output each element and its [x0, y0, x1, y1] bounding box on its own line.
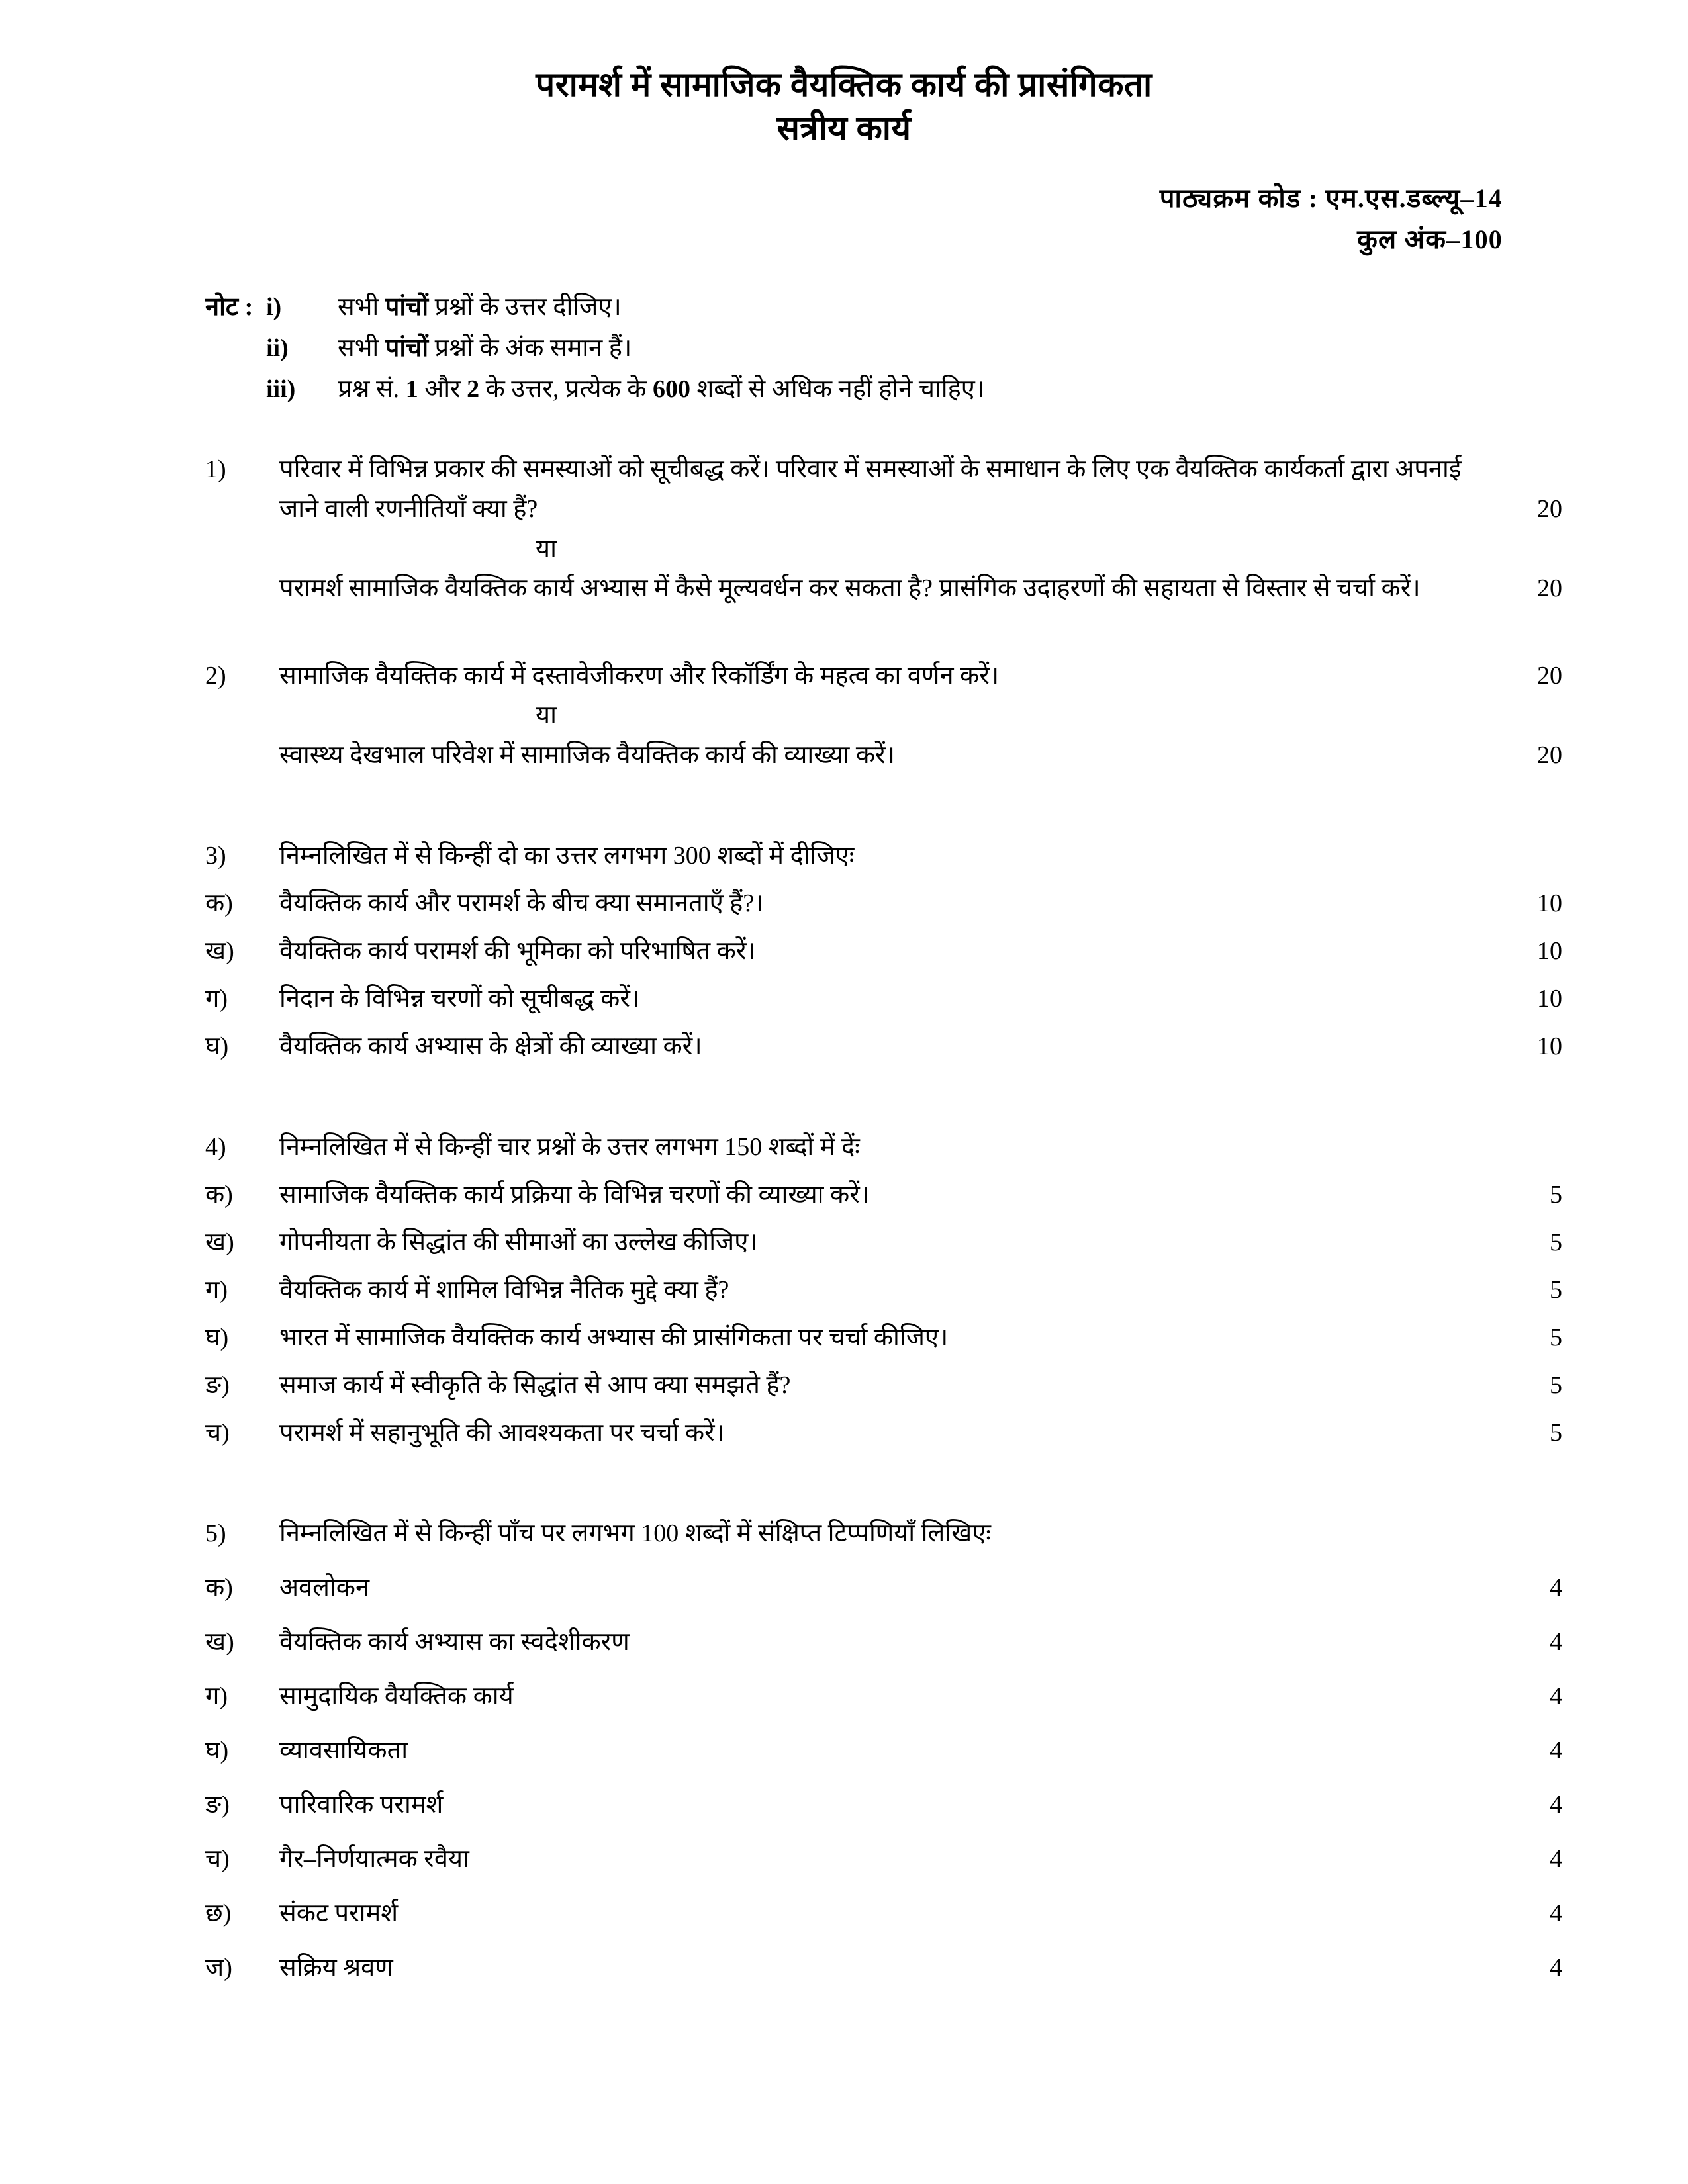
note-text-pre: सभी — [338, 293, 385, 321]
note-text-bold3: 600 — [652, 375, 690, 403]
sub-question-label: घ) — [205, 1737, 229, 1765]
question-marks: 20 — [1537, 494, 1562, 523]
sub-question-row — [205, 1731, 1562, 1770]
sub-question-label: ख) — [205, 1228, 234, 1257]
question-group-3 — [205, 836, 1562, 1066]
sub-question-row — [205, 1365, 1562, 1405]
question-stem: निम्नलिखित में से किन्हीं पाँच पर लगभग 100 शब्दों में संक्षिप्त टिप्पणियाँ लिखिएः — [279, 1520, 991, 1548]
sub-question-marks: 4 — [1550, 1574, 1562, 1602]
sub-question-label: ग) — [205, 1682, 228, 1711]
sub-question-text: अवलोकन — [279, 1574, 370, 1602]
question-alt-marks: 20 — [1537, 574, 1562, 602]
note-text-bold: पांचों — [385, 334, 429, 362]
sub-question-row — [205, 1839, 1562, 1879]
sub-question-row — [205, 1175, 1562, 1214]
sub-question-text: संकट परामर्श — [279, 1899, 399, 1928]
sub-question-marks: 5 — [1550, 1181, 1562, 1208]
question-label: 2) — [205, 661, 226, 690]
note-text — [338, 295, 1688, 320]
sub-question-marks: 4 — [1550, 1791, 1562, 1819]
sub-question-row — [205, 1785, 1562, 1825]
question-stem: निम्नलिखित में से किन्हीं चार प्रश्नों के उत्तर लगभग 150 शब्दों में देंः — [279, 1132, 860, 1161]
sub-question-row — [205, 979, 1562, 1019]
sub-question-text: वैयक्तिक कार्य अभ्यास का स्वदेशीकरण — [279, 1628, 630, 1657]
note-text — [338, 377, 1688, 402]
note-text-end: शब्दों से अधिक नहीं होने चाहिए। — [690, 375, 985, 403]
question-row — [205, 1127, 1562, 1167]
sub-question-marks: 4 — [1550, 1845, 1562, 1874]
or-divider: या — [536, 534, 557, 563]
sub-question-row — [205, 1893, 1562, 1933]
sub-question-label: क) — [205, 1181, 233, 1208]
sub-question-marks: 10 — [1537, 984, 1562, 1013]
question-group-1 — [205, 449, 1562, 608]
sub-question-row — [205, 1948, 1562, 1987]
sub-question-label: ङ) — [205, 1371, 230, 1400]
sub-question-text: वैयक्तिक कार्य अभ्यास के क्षेत्रों की व्याख्या करें। — [279, 1032, 702, 1060]
question-label: 1) — [205, 455, 226, 483]
notes-block — [0, 295, 1688, 402]
sub-question-row — [205, 931, 1562, 971]
sub-question-label: च) — [205, 1845, 230, 1874]
sub-question-row — [205, 1222, 1562, 1262]
sub-question-text: समाज कार्य में स्वीकृति के सिद्धांत से आप क्या समझते हैं? — [279, 1371, 791, 1400]
question-alt-text: परामर्श सामाजिक वैयक्तिक कार्य अभ्यास में कैसे मूल्यवर्धन कर सकता है? प्रासंगिक उदाहरणों की सहायता से विस्तार से चर्चा करें। — [279, 574, 1421, 602]
sub-question-label: ज) — [205, 1954, 232, 1982]
question-text: सामाजिक वैयक्तिक कार्य में दस्तावेजीकरण और रिकॉर्डिंग के महत्व का वर्णन करें। — [279, 661, 1000, 690]
questions-block — [0, 449, 1688, 1988]
sub-question-marks: 5 — [1550, 1371, 1562, 1400]
sub-question-row — [205, 1676, 1562, 1716]
or-divider: या — [536, 701, 557, 729]
sub-question-label: छ) — [205, 1899, 232, 1928]
sub-question-row — [205, 1413, 1562, 1453]
question-marks: 20 — [1537, 661, 1562, 690]
question-row — [205, 1514, 1562, 1553]
question-alt-row — [205, 735, 1562, 775]
sub-question-label: ख) — [205, 1628, 234, 1657]
note-text-bold2: 2 — [467, 375, 480, 403]
sub-question-label: च) — [205, 1419, 230, 1447]
note-text-mid: और — [418, 375, 467, 403]
sub-question-text: सक्रिय श्रवण — [279, 1954, 393, 1982]
sub-question-text: गोपनीयता के सिद्धांत की सीमाओं का उल्लेख कीजिए। — [279, 1228, 758, 1257]
sub-question-row — [205, 1270, 1562, 1310]
sub-question-label: ख) — [205, 936, 234, 965]
sub-question-row — [205, 1622, 1562, 1662]
note-number: iii) — [266, 375, 296, 403]
sub-question-text: व्यावसायिकता — [279, 1737, 408, 1765]
sub-question-row — [205, 1568, 1562, 1608]
note-text-post: प्रश्नों के उत्तर दीजिए। — [428, 293, 622, 321]
note-text-bold: 1 — [405, 375, 418, 403]
question-label: 3) — [205, 841, 226, 870]
question-row — [205, 449, 1562, 529]
sub-question-label: घ) — [205, 1032, 229, 1060]
note-text-pre: सभी — [338, 334, 385, 362]
sub-question-marks: 4 — [1550, 1682, 1562, 1711]
sub-question-text: सामाजिक वैयक्तिक कार्य प्रक्रिया के विभिन्न चरणों की व्याख्या करें। — [279, 1181, 870, 1208]
sub-question-row — [205, 1318, 1562, 1357]
sub-question-marks: 5 — [1550, 1324, 1562, 1352]
sub-question-row — [205, 1026, 1562, 1066]
question-alt-text: स्वास्थ्य देखभाल परिवेश में सामाजिक वैयक्तिक कार्य की व्याख्या करें। — [279, 741, 895, 769]
sub-question-text: सामुदायिक वैयक्तिक कार्य — [279, 1682, 514, 1711]
question-group-2 — [205, 656, 1562, 775]
question-row — [205, 836, 1562, 876]
note-number: ii) — [266, 334, 289, 362]
title-block — [0, 0, 1688, 152]
note-text-pre: प्रश्न सं. — [338, 375, 406, 403]
sub-question-label: ङ) — [205, 1791, 230, 1819]
note-item — [205, 336, 1688, 361]
question-row — [205, 656, 1562, 696]
total-marks: कुल अंक–100 — [1357, 224, 1503, 254]
question-alt-row — [205, 569, 1562, 608]
sub-question-text: वैयक्तिक कार्य में शामिल विभिन्न नैतिक मुद्दे क्या हैं? — [279, 1276, 729, 1304]
spacer — [205, 775, 1562, 836]
question-text: परिवार में विभिन्न प्रकार की समस्याओं को सूचीबद्ध करें। परिवार में समस्याओं के समाधान के लिए एक वैयक्तिक कार्यकर्ता द्वारा अपनाई जाने वाली रणनीतियाँ क्या हैं? — [279, 455, 1462, 523]
sub-question-marks: 10 — [1537, 889, 1562, 917]
page-title: परामर्श में सामाजिक वैयक्तिक कार्य की प्रासंगिकता — [536, 67, 1152, 104]
note-text-bold: पांचों — [385, 293, 429, 321]
sub-question-label: ग) — [205, 984, 228, 1013]
question-label: 4) — [205, 1132, 226, 1161]
sub-question-label: ग) — [205, 1276, 228, 1304]
question-label: 5) — [205, 1520, 226, 1548]
spacer — [205, 608, 1562, 656]
note-item — [205, 377, 1688, 402]
sub-question-marks: 4 — [1550, 1899, 1562, 1928]
sub-question-text: पारिवारिक परामर्श — [279, 1791, 444, 1819]
page-subtitle: सत्रीय कार्य — [776, 111, 912, 148]
sub-question-text: भारत में सामाजिक वैयक्तिक कार्य अभ्यास की प्रासंगिकता पर चर्चा कीजिए। — [279, 1324, 949, 1352]
course-meta — [0, 178, 1688, 260]
note-text-post: प्रश्नों के अंक समान हैं। — [428, 334, 632, 362]
sub-question-row — [205, 884, 1562, 923]
sub-question-label: क) — [205, 889, 233, 917]
note-number: i) — [266, 293, 282, 321]
spacer — [205, 1453, 1562, 1514]
sub-question-text: परामर्श में सहानुभूति की आवश्यकता पर चर्चा करें। — [279, 1419, 724, 1447]
spacer — [205, 1066, 1562, 1127]
notes-label: नोट : — [205, 293, 254, 321]
sub-question-text: गैर–निर्णयात्मक रवैया — [279, 1845, 469, 1874]
sub-question-text: निदान के विभिन्न चरणों को सूचीबद्ध करें। — [279, 984, 640, 1013]
sub-question-text: वैयक्तिक कार्य परामर्श की भूमिका को परिभाषित करें। — [279, 936, 756, 965]
question-group-4 — [205, 1127, 1562, 1453]
sub-question-marks: 10 — [1537, 1032, 1562, 1060]
note-text — [338, 336, 1688, 361]
course-code: पाठ्यक्रम कोड : एम.एस.डब्ल्यू–14 — [1159, 183, 1503, 213]
sub-question-text: वैयक्तिक कार्य और परामर्श के बीच क्या समानताएँ हैं?। — [279, 889, 764, 917]
sub-question-marks: 10 — [1537, 936, 1562, 965]
sub-question-marks: 5 — [1550, 1276, 1562, 1304]
sub-question-marks: 4 — [1550, 1954, 1562, 1982]
sub-question-marks: 4 — [1550, 1737, 1562, 1765]
sub-question-label: क) — [205, 1574, 233, 1602]
question-group-5 — [205, 1514, 1562, 1987]
sub-question-label: घ) — [205, 1324, 229, 1352]
sub-question-marks: 5 — [1550, 1228, 1562, 1257]
question-alt-marks: 20 — [1537, 741, 1562, 769]
sub-question-marks: 4 — [1550, 1628, 1562, 1657]
question-stem: निम्नलिखित में से किन्हीं दो का उत्तर लगभग 300 शब्दों में दीजिएः — [279, 841, 855, 870]
note-text-post: के उत्तर, प्रत्येक के — [479, 375, 653, 403]
note-item — [205, 295, 1688, 320]
sub-question-marks: 5 — [1550, 1419, 1562, 1447]
